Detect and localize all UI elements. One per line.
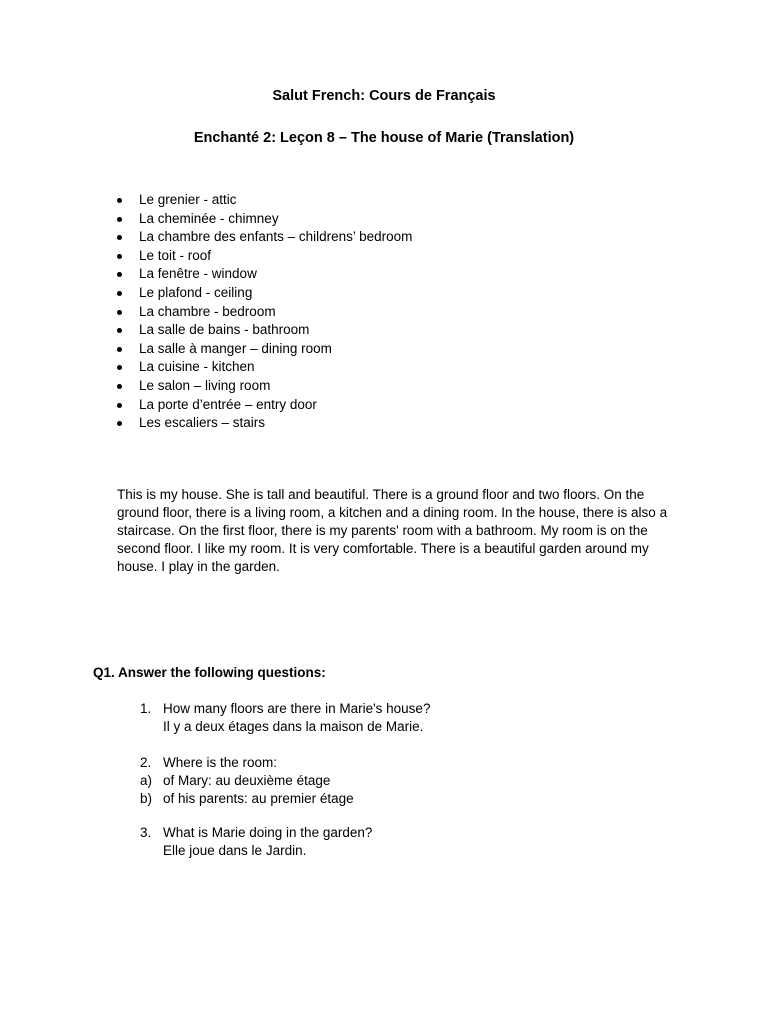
document-title: Salut French: Cours de Français: [272, 88, 496, 104]
vocabulary-list: [117, 191, 412, 433]
bullet-icon: [117, 365, 122, 370]
bullet-icon: [117, 217, 122, 222]
list-item: La chambre des enfants – childrens’ bedroom: [117, 228, 412, 247]
bullet-icon: [117, 254, 122, 259]
list-item: La fenêtre - window: [117, 265, 412, 284]
sub-answer: [140, 790, 354, 808]
bullet-icon: [117, 347, 122, 352]
bullet-icon: [117, 328, 122, 333]
question-number: 1.: [140, 701, 152, 716]
list-item: La cheminée - chimney: [117, 210, 412, 229]
list-item: La chambre - bedroom: [117, 303, 412, 322]
sub-answer-label: a): [140, 773, 153, 788]
bullet-icon: [117, 235, 122, 240]
list-item: Le plafond - ceiling: [117, 284, 412, 303]
questions-heading: Q1. Answer the following questions:: [93, 665, 326, 680]
list-item: La cuisine - kitchen: [117, 358, 412, 377]
lesson-subtitle: Enchanté 2: Leçon 8 – The house of Marie (Translation): [193, 130, 575, 146]
list-item: La salle de bains - bathroom: [117, 321, 412, 340]
question-text: How many floors are there in Marie's house?: [163, 701, 431, 716]
question-text: What is Marie doing in the garden?: [163, 825, 373, 840]
translation-paragraph: This is my house. She is tall and beautiful. There is a ground floor and two floors. On the ground floor, there is a living room, a kitchen and a dining room. In the house, there is also a staircase. On the first floor, there is my parents' room with a bathroom. My room is on the second floor. I like my room. It is very comfortable. There is a beautiful garden around my house. I play in the garden.: [117, 487, 668, 574]
sub-answer: [140, 772, 331, 790]
bullet-icon: [117, 384, 122, 389]
question-number: 3.: [140, 825, 152, 840]
sub-answer-text: of Mary: au deuxième étage: [163, 773, 331, 788]
list-item: Le grenier - attic: [117, 191, 412, 210]
sub-answer-text: of his parents: au premier étage: [163, 791, 354, 806]
list-item: Le salon – living room: [117, 377, 412, 396]
question-text: Where is the room:: [163, 755, 278, 770]
list-item: Le toit - roof: [117, 247, 412, 266]
list-item: La porte d’entrée – entry door: [117, 396, 412, 415]
list-item: Les escaliers – stairs: [117, 414, 412, 433]
question-number: 2.: [140, 755, 152, 770]
answer-text: Il y a deux étages dans la maison de Marie.: [163, 719, 424, 734]
bullet-icon: [117, 272, 122, 277]
bullet-icon: [117, 403, 122, 408]
bullet-icon: [117, 291, 122, 296]
bullet-icon: [117, 421, 122, 426]
list-item: La salle à manger – dining room: [117, 340, 412, 359]
bullet-icon: [117, 310, 122, 315]
sub-answer-label: b): [140, 791, 153, 806]
bullet-icon: [117, 198, 122, 203]
answer-text: Elle joue dans le Jardin.: [163, 843, 307, 858]
